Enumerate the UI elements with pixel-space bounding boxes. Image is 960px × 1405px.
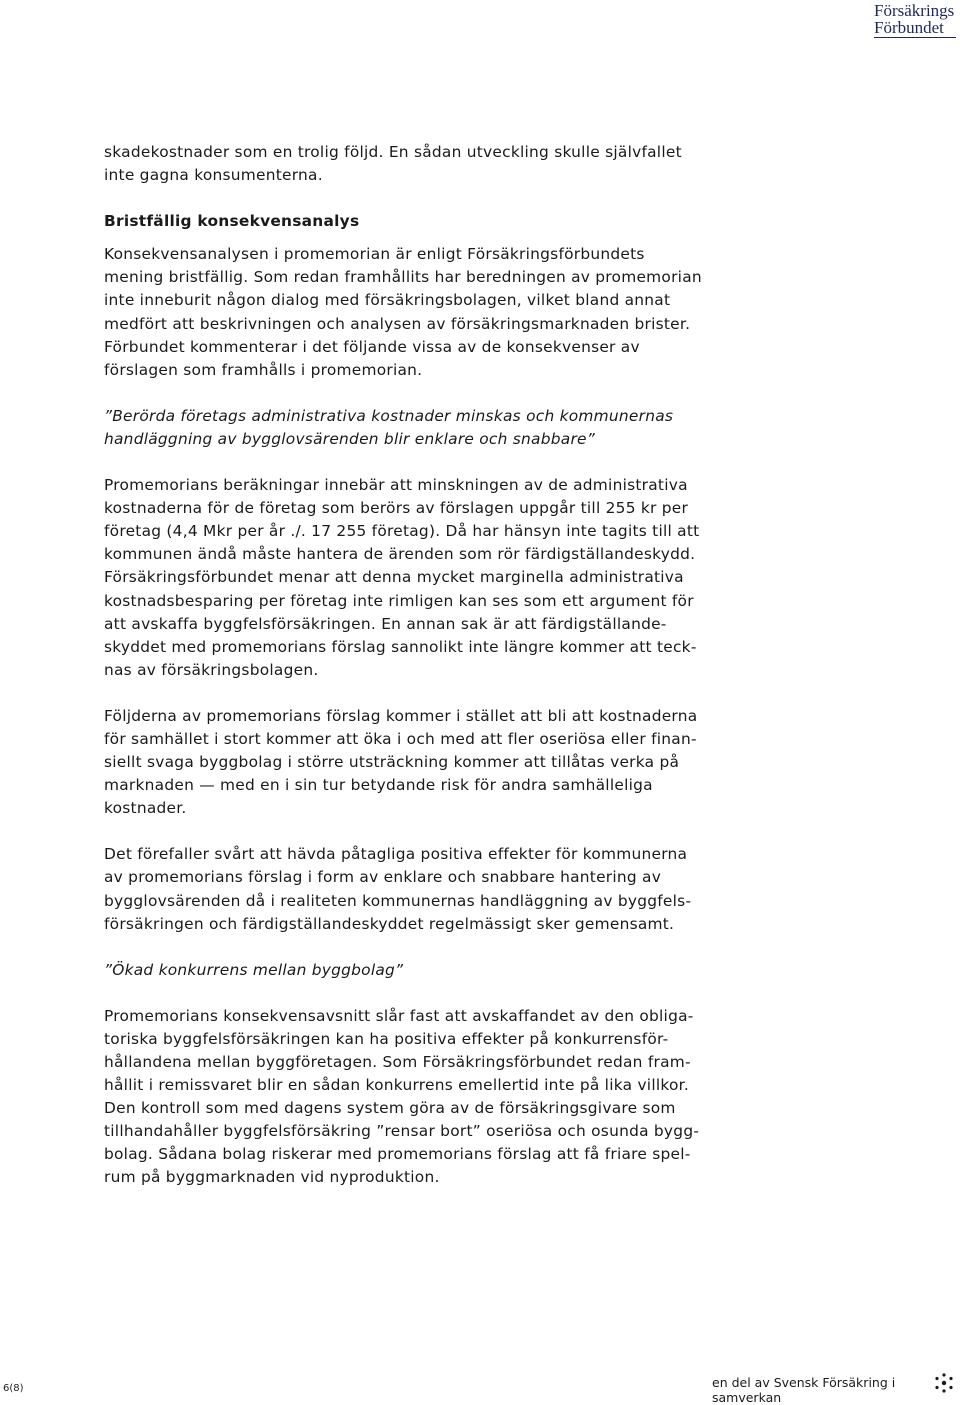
text-line: toriska byggfelsförsäkringen kan ha positiva effekter på konkurrensför- <box>104 1029 669 1048</box>
text-line: kostnadsbesparing per företag inte rimligen kan ses som ett argument för <box>104 591 694 610</box>
text-line: bolag. Sådana bolag riskerar med promemorians förslag att få friare spel- <box>104 1145 691 1164</box>
paragraph-konkurrens <box>104 1005 794 1190</box>
text-line: rum på byggmarknaden vid nyproduktion. <box>104 1168 440 1187</box>
paragraph-positiva-effekter <box>104 843 794 935</box>
text-line: Konsekvensanalysen i promemorian är enligt Försäkringsförbundets <box>104 245 645 264</box>
text-line: mening bristfällig. Som redan framhållits har beredningen av promemorian <box>104 268 702 287</box>
page-number: 6(8) <box>3 1383 24 1394</box>
text-line: skyddet med promemorians förslag sannolikt inte längre kommer att teck- <box>104 637 697 656</box>
text-line: Den kontroll som med dagens system göra av de försäkringsgivare som <box>104 1099 676 1118</box>
text-line: tillhandahåller byggfelsförsäkring ”rensar bort” oseriösa och osunda bygg- <box>104 1122 700 1141</box>
text-line: hållandena mellan byggföretagen. Som Försäkringsförbundet redan fram- <box>104 1053 691 1071</box>
section-heading: Bristfällig konsekvensanalys <box>104 212 360 231</box>
text-line: kommunen ändå måste hantera de ärenden som rör färdigställandeskydd. <box>104 545 696 564</box>
paragraph-berakningar <box>104 474 794 682</box>
quote-okad-konkurrens <box>104 959 794 982</box>
logo-line-2: Förbundet <box>874 19 956 38</box>
text-line: Promemorians beräkningar innebär att minskningen av de administrativa <box>104 476 688 495</box>
text-line: för samhället i stort kommer att öka i och med att fler oseriösa eller finan- <box>104 729 697 748</box>
footer-tagline: en del av Svensk Försäkring i samverkan <box>712 1375 896 1405</box>
text-line: att avskaffa byggfelsförsäkringen. En annan sak är att färdigställande- <box>104 614 667 633</box>
text-line: Det förefaller svårt att hävda påtagliga positiva effekter för kommunerna <box>104 845 688 864</box>
text-line: förslagen som framhålls i promemorian. <box>104 360 423 379</box>
svensk-forsakring-emblem-icon <box>933 1372 955 1394</box>
paragraph-foljderna <box>104 705 794 820</box>
text-line: Promemorians konsekvensavsnitt slår fast att avskaffandet av den obliga- <box>104 1006 694 1025</box>
text-line: försäkringen och färdigställandeskyddet regelmässigt sker gemensamt. <box>104 914 675 933</box>
text-line: kostnader. <box>104 799 187 818</box>
intro-paragraph <box>104 141 794 187</box>
text-line: medfört att beskrivningen och analysen av försäkringsmarknaden brister. <box>104 314 691 333</box>
text-line: marknaden — med en i sin tur betydande risk för andra samhälleliga <box>104 776 653 795</box>
text-line: ”Ökad konkurrens mellan byggbolag” <box>104 960 404 979</box>
text-line: inte inneburit någon dialog med försäkringsbolagen, vilket bland annat <box>104 291 671 310</box>
text-line: bygglovsärenden då i realiteten kommunernas handläggning av byggfels- <box>104 891 692 910</box>
text-line: av promemorians förslag i form av enklare och snabbare hantering av <box>104 868 662 887</box>
paragraph-konsekvensanalys <box>104 243 794 382</box>
document-body <box>104 141 794 1190</box>
text-line: Försäkringsförbundet menar att denna mycket marginella administrativa <box>104 568 684 587</box>
text-line: skadekostnader som en trolig följd. En sådan utveckling skulle självfallet <box>104 143 682 161</box>
logo-line-1: Försäkrings <box>874 1 955 20</box>
quote-administrativa-kostnader <box>104 405 794 451</box>
text-line: Följderna av promemorians förslag kommer i stället att bli att kostnaderna <box>104 706 698 725</box>
forsakringsforbundet-logo <box>874 2 956 38</box>
text-line: hållit i remissvaret blir en sådan konkurrens emellertid inte på lika villkor. <box>104 1076 689 1095</box>
text-line: handläggning av bygglovsärenden blir enklare och snabbare” <box>104 429 595 448</box>
text-line: inte gagna konsumenterna. <box>104 166 323 185</box>
text-line: Förbundet kommenterar i det följande vissa av de konsekvenser av <box>104 337 640 356</box>
text-line: företag (4,4 Mkr per år ./. 17 255 företag). Då har hänsyn inte tagits till att <box>104 522 700 541</box>
text-line: kostnaderna för de företag som berörs av förslagen uppgår till 255 kr per <box>104 499 689 518</box>
text-line: ”Berörda företags administrativa kostnader minskas och kommunernas <box>104 406 674 425</box>
text-line: nas av försäkringsbolagen. <box>104 660 319 679</box>
text-line: siellt svaga byggbolag i större utsträckning kommer att tillåtas verka på <box>104 753 680 772</box>
